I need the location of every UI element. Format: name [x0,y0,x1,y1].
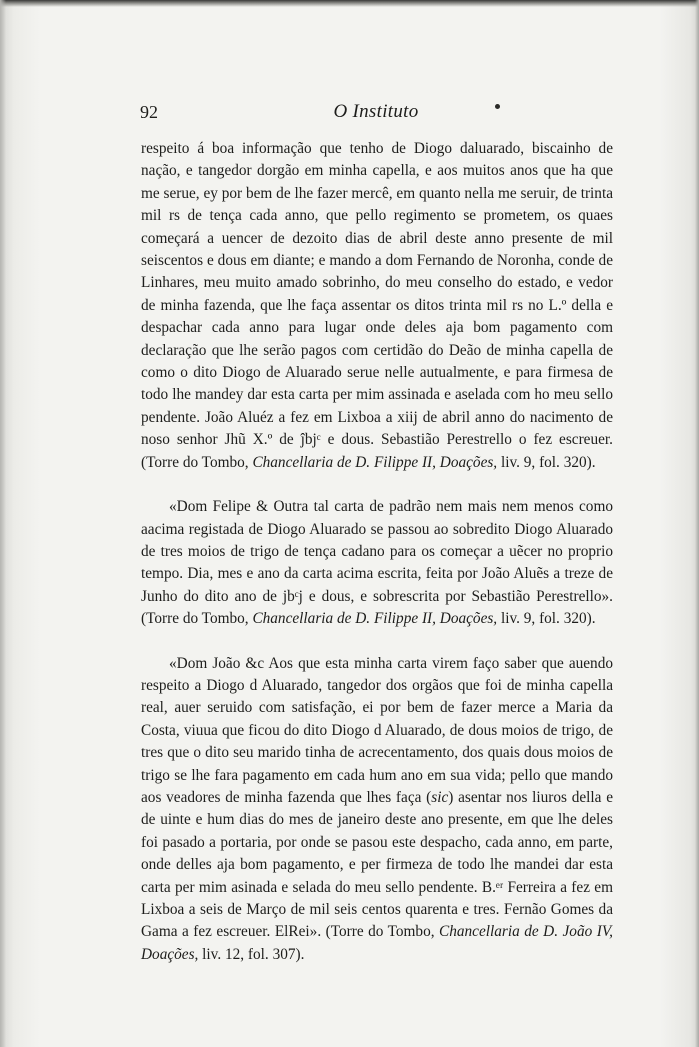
page-number: 92 [140,102,158,122]
text-run: liv. 9, fol. 320). [497,610,596,628]
paragraph-3 [141,653,613,967]
ink-spot [495,104,500,109]
running-head [140,100,612,126]
running-title: O Instituto [333,101,419,122]
text-run: liv. 12, fol. 307). [198,945,305,963]
citation-italic: Chancellaria de D. Filippe II, Doações, [252,453,498,471]
paragraph-2 [141,496,613,630]
page-right-edge [695,0,699,1047]
text-run: ) asentar nos liuros della e de uinte e hum dias do mes de janeiro deste ano presente, em que lhe deles foi pasado a portaria, por onde se pasou este despacho, cada anno, em parte, onde delles aja bom pagamento, e per firmeza de todo lhe mandei dar esta carta per mim asinada e selada do meu sello pendente. B.ᵉʳ Ferreira a fez em Lixboa a seis de Março de mil seis centos quarenta e tres. Fernão Gomes da Gama a fez escreuer. ElRei». (Torre do Tombo, [141,788,614,941]
text-run: «Dom João &c Aos que esta minha carta virem faço saber que auendo respeito a Diogo d Aluarado, tangedor dos orgãos que foi de minha capella real, auer seruido com satisfação, ei por bem de fazer merce a Maria da Costa, viuua que ficou do dito Diogo d Aluarado, de dous moios de trigo, de tres que o dito seu marido tinha de acrecentamento, dos quais dous moios de trigo se lhe fara pagamento em cada hum ano em sua vida; pello que mando aos veadores de minha fazenda que lhes faça ( [141,654,613,806]
paragraph-1 [141,138,613,474]
body-text [141,138,613,966]
page-left-edge [0,0,6,1047]
text-run: respeito á boa informação que tenho de Diogo daluarado, biscainho de nação, e tangedor dorgão em minha capella, e aos muitos anos que ha que me serue, ey por bem de lhe fazer mercê, em quanto nella me seruir, de trinta mil rs de tença cada anno, que pello regimento se prometem, os quaes começará a uencer de dezoito dias de abril deste anno presente de mil seiscentos e dous em diante; e mando a dom Fernando de Noronha, conde de Linhares, meu muito amado sobrinho, do meu conselho do estado, e vedor de minha fazenda, que lhe faça assentar os ditos trinta mil rs no L.º della e despachar cada anno para lugar onde deles aja bom pagamento com declaração que lhe serão pagos com certidão do Deão de minha capella de como o dito Diogo de Aluarado serue nelle autualmente, e para firmesa de todo lhe mandey dar esta carta per mim assinada e aselada com ho meu sello pendente. João Aluéz a fez em Lixboa a xiij de abril anno do nacimento de noso senhor Jhũ X.º de ĵbjᶜ e dous. Sebastião Perestrello o fez escreuer. (Torre do Tombo, [141,140,613,471]
page-top-edge [0,0,699,7]
citation-italic: Chancellaria de D. Filippe II, Doações, [252,610,498,628]
text-run: liv. 9, fol. 320). [497,453,596,471]
citation-italic: Chancellaria de D. João IV, Doações, [141,923,614,963]
text-run: «Dom Felipe & Outra tal carta de padrão nem mais nem menos como aacima registada de Diogo Aluarado se passou ao sobredito Diogo Aluarado de tres moios de trigo de tença cadano para os começar a uẽcer no proprio tempo. Dia, mes e ano da carta acima escrita, feita por João Aluẽs a treze de Junho do dito ano de jbᶜj e dous, e sobrescrita por Sebastião Perestrello». (Torre do Tombo, [141,498,613,628]
sic-italic: sic [431,788,449,806]
